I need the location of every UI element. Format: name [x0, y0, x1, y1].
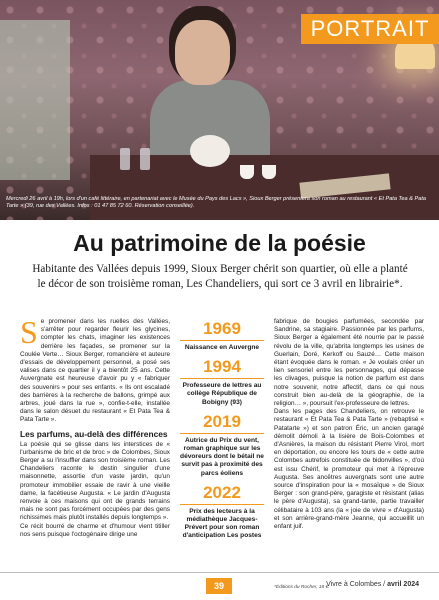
timeline-year: 2022 [203, 482, 241, 502]
timeline-year: 1969 [203, 319, 241, 338]
teapot-icon [190, 135, 230, 167]
photo-caption: Mercredi 26 avril à 19h, lors d'un café littéraire, en partenariat avec le Musée du Pays des Lacs », Sioux Berger présentera son roman au restaurant « Et Pata Tea & Pata Tarte » (39, rue des Vallées. Infos : 01 47 85 72 60. Réservation conseillée). [6, 196, 427, 209]
timeline-text: Professeure de lettres au collège République de Bobigny (93) [182, 382, 262, 406]
right-paragraph-2: Dans les pages des Chandeliers, on retrouve le restaurant « Et Pata Tea & Pata Tarte » (rebaptisé « Patatarte ») et son patron Éric, un ancien garagé démolit démoli à la lisière de Bois-Colombes et d'Asnières, la maison du résistant Pierre Virol, mort en déportation, ou encore les tours de « cette autre Colombes autrefois constituée de bidonvilles », d'où est issu Chérif, le promoteur qui met à l'épreuve Augusta. Ses ancêtres auvergnats sont une autre source d'inspiration pour la « mosaïque » de Sioux Berger : son grand-père, garagiste et résistant (alias le père d'Augusta), sa grand-tante, partie travailler célibataire à 103 ans (la « joie de vivre » d'Augusta) et son arrière-grand-mère Jeanne, qui accueillit un enfant juif. [274, 408, 424, 531]
cup-icon [262, 165, 276, 179]
right-column [274, 318, 424, 531]
timeline-year: 2019 [203, 411, 241, 431]
section-tag: PORTRAIT [301, 14, 439, 44]
page-number: 39 [206, 578, 232, 594]
footnote: *Éditions du Rocher, 18 €. [274, 585, 330, 590]
timeline-item [176, 484, 268, 541]
timeline-item [176, 358, 268, 407]
timeline-text: Prix des lecteurs à la médiathèque Jacques-Prévert pour son roman d'anticipation Les postes [182, 507, 262, 540]
timeline [176, 320, 268, 547]
timeline-divider [180, 340, 264, 341]
glass-icon [120, 148, 130, 170]
magazine-name: Vivre à Colombes / avril 2024 [326, 581, 419, 588]
left-paragraph-1-text: e promener dans les ruelles des Vallées, s'arrêter pour regarder fleurir les glycines, compter les chats, imaginer les existences derrière les façades, se promener sur la Coulée Verte… Sioux Berger, romancière et auteure d'essais de développement personnel, a posé ses valises dans ce quartier il y a bientôt 25 ans. Cette Auvergnate est heureuse d'avoir pu y « fabriquer des souvenirs » pour ses enfants. « Ils ont escaladé des barrières à la recherche de ballons, grimpé aux arbres, joué dans la rue », confie-t-elle, installée dans le salon désuet du restaurant « Et Pata Tea & Pata Tarte ». [20, 318, 170, 424]
timeline-text: Autrice du Prix du vent, roman graphique sur les dévoreurs dont le bétail ne survit pas à proximité des parcs éoliens [180, 436, 264, 477]
page-title: Au patrimoine de la poésie [73, 230, 366, 256]
footer-divider [0, 572, 439, 573]
left-paragraph-3: Ce récit bourré de charme et d'humour vient titiller nos sens puisque l'octogénaire dirige une [20, 522, 170, 538]
dropcap: S [20, 314, 38, 350]
left-column [20, 314, 170, 539]
timeline-item [176, 413, 268, 478]
magazine-issue: avril 2024 [387, 581, 419, 588]
timeline-divider [180, 433, 264, 434]
timeline-text: Naissance en Auvergne [184, 344, 260, 351]
window [0, 20, 70, 180]
person-head [175, 20, 230, 85]
cup-icon [240, 165, 254, 179]
magazine-title: Vivre à Colombes [326, 581, 382, 588]
section-subhead: Les parfums, au-delà des différences [20, 428, 168, 439]
glass-icon [140, 148, 150, 170]
left-paragraph-1 [20, 314, 170, 425]
article-intro: Habitante des Vallées depuis 1999, Sioux Berger chérit son quartier, où elle a planté le décor de son troisième roman, Les Chandeliers, qui sort ce 3 avril en librairie*. [32, 263, 408, 290]
timeline-divider [180, 378, 264, 379]
timeline-divider [180, 504, 264, 505]
timeline-item [176, 320, 268, 352]
right-paragraph-1: fabrique de bougies parfumées, secondée par Sandrine, sa stagiaire. Passionnée par les parfums, Sioux Berger a également été nourrie par le passé révolu de la ville, qu'abrita longtemps les usines de Guerlain, Doré, Kerkoff ou Sauzé… Cette maison étant évoquée dans le roman. « Je voulais créer un lien sensoriel entre les personnages, qui dépasse les clivages, puisque la notion de parfum est dans notre souvenir, notre affectif, dans ce qui nous construit bien au-delà de la géographie, de la religion… », poursuit l'ex-professeure de lettres. [274, 318, 424, 408]
timeline-year: 1994 [203, 357, 241, 377]
left-paragraph-2: La poésie qui se glisse dans les interstices de « l'urbanisme de bric et de broc » de Colombes, Sioux Berger a su l'insuffler dans son troisième roman. Les Chandeliers raconte le destin singulier d'une maisonnette, assortie d'un vaste jardin, qu'un promoteur immobilier essaie de ravir à une vieille dame, la facétieuse Augusta. « Le jardin d'Augusta renvoie à ces maisons qui ont de grands terrains mais ne sont pas forcément occupées par des gens richissimes mais plutôt installés depuis longtemps ». [20, 440, 170, 522]
